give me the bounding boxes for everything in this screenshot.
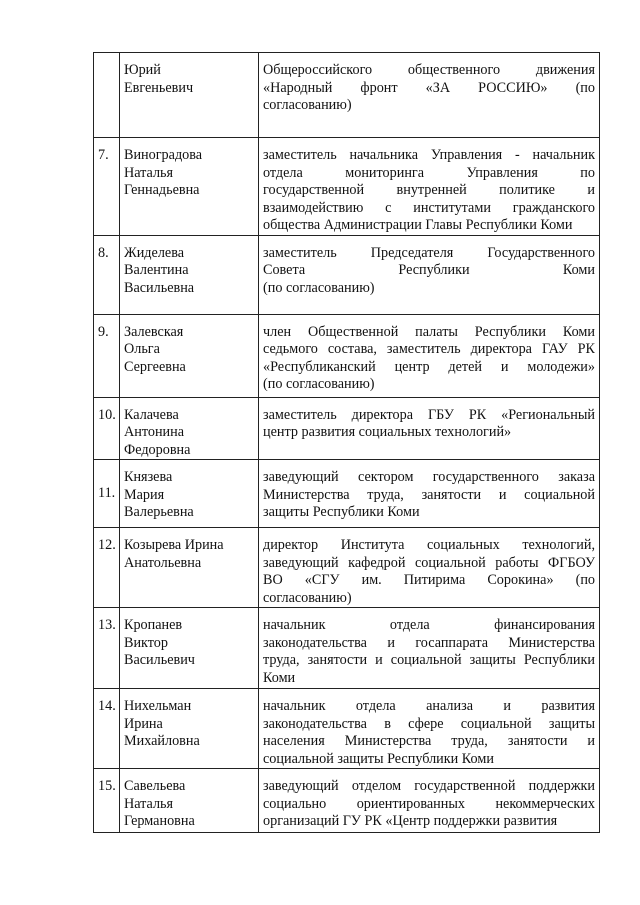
position-line: заведующий отделом государственной поддержки [263,778,595,794]
row-number: 13. [94,608,120,689]
position-line: общества Администрации Главы Республики Коми [263,217,573,233]
member-name [120,460,259,528]
position-line: государственной внутренней политике и [263,182,595,198]
member-name [120,235,259,314]
member-position [259,53,600,138]
position-line: Коми [263,669,296,686]
name-line: Ирина [124,715,163,732]
name-line: Козырева Ирина [124,537,224,553]
position-line: «Республиканский центр детей и молодежи» [263,358,595,375]
position-line: Совета Республики Коми [263,262,595,278]
position-line: взаимодействию с институтами гражданского [263,199,595,216]
position-line: согласованию) [263,589,352,606]
member-position [259,528,600,608]
table-row [94,528,600,608]
member-name [120,53,259,138]
name-line: Сергеевна [124,358,186,375]
position-line: труда, занятости и социальной защиты Республики [263,652,595,668]
name-line: Геннадьевна [124,182,200,198]
position-line: начальник отдела финансирования [263,617,595,633]
position-line: центр развития социальных технологий» [263,424,512,440]
name-line: Жиделева [124,244,185,261]
position-line: заведующий кафедрой социальной работы ФГБОУ [263,554,595,571]
row-number [94,53,120,138]
member-position [259,769,600,833]
member-name [120,314,259,397]
member-name [120,397,259,460]
position-line: Министерства труда, занятости и социальной [263,486,595,503]
position-line: социально ориентированных некоммерческих [263,795,595,812]
row-number: 7. [94,138,120,236]
position-line: (по согласованию) [263,279,375,296]
name-line: Залевская [124,323,184,340]
position-line: член Общественной палаты Республики Коми [263,323,595,340]
member-name [120,608,259,689]
name-line: Валентина [124,262,189,278]
member-name [120,769,259,833]
table-row [94,314,600,397]
position-line: защиты Республики Коми [263,504,420,520]
position-line: Общероссийского общественного движения [263,62,595,78]
member-position [259,608,600,689]
table-row [94,397,600,460]
table-row [94,460,600,528]
position-line: населения Министерства труда, занятости и [263,733,595,749]
name-line: Юрий [124,62,161,78]
name-line: Германовна [124,813,195,829]
member-position [259,460,600,528]
row-number: 8. [94,235,120,314]
name-line: Виктор [124,634,168,651]
table-row [94,769,600,833]
members-table-body [94,53,600,833]
position-line: отдела мониторинга Управления по [263,164,595,181]
member-name [120,528,259,608]
member-position [259,138,600,236]
name-line: Калачева [124,406,179,423]
member-position [259,235,600,314]
position-line: заведующий сектором государственного заказа [263,469,595,485]
name-line: Савельева [124,778,186,794]
row-number: 14. [94,689,120,769]
table-row [94,689,600,769]
name-line: Виноградова [124,147,203,163]
position-line: начальник отдела анализа и развития [263,698,595,714]
row-number: 12. [94,528,120,608]
table-row [94,608,600,689]
member-position [259,689,600,769]
position-line: согласованию) [263,97,352,113]
name-line: Князева [124,469,173,485]
row-number: 15. [94,769,120,833]
name-line: Нихельман [124,698,192,714]
member-position [259,397,600,460]
name-line: Васильевич [124,652,195,668]
name-line: Валерьевна [124,504,194,520]
table-row [94,235,600,314]
row-number: 10. [94,397,120,460]
position-line: социальной защиты Республики Коми [263,750,494,767]
position-line: ВО «СГУ им. Питирима Сорокина» (по [263,572,595,588]
members-table [93,52,600,833]
member-position [259,314,600,397]
name-line: Федоровна [124,441,191,458]
name-line: Евгеньевич [124,79,194,96]
position-line: (по согласованию) [263,376,375,392]
name-line: Наталья [124,795,174,812]
position-line: законодательства в сфере социальной защиты [263,715,595,732]
position-line: «Народный фронт «ЗА РОССИЮ» (по [263,79,595,96]
name-line: Васильевна [124,279,195,296]
name-line: Анатольевна [124,554,202,571]
position-line: заместитель Председателя Государственного [263,244,595,261]
name-line: Наталья [124,164,174,181]
name-line: Кропанев [124,617,183,633]
table-row [94,138,600,236]
position-line: заместитель директора ГБУ РК «Региональный [263,406,595,423]
name-line: Ольга [124,341,160,357]
name-line: Михайловна [124,733,200,749]
row-number: 11. [94,460,120,528]
position-line: заместитель начальника Управления - начальник [263,147,595,163]
position-line: законодательства и госаппарата Министерства [263,634,595,651]
name-line: Антонина [124,424,185,440]
position-line: директор Института социальных технологий, [263,537,595,553]
row-number: 9. [94,314,120,397]
member-name [120,689,259,769]
position-line: организаций ГУ РК «Центр поддержки развития [263,813,558,829]
member-name [120,138,259,236]
position-line: седьмого состава, заместитель директора ГАУ РК [263,341,595,357]
table-row [94,53,600,138]
name-line: Мария [124,486,165,503]
